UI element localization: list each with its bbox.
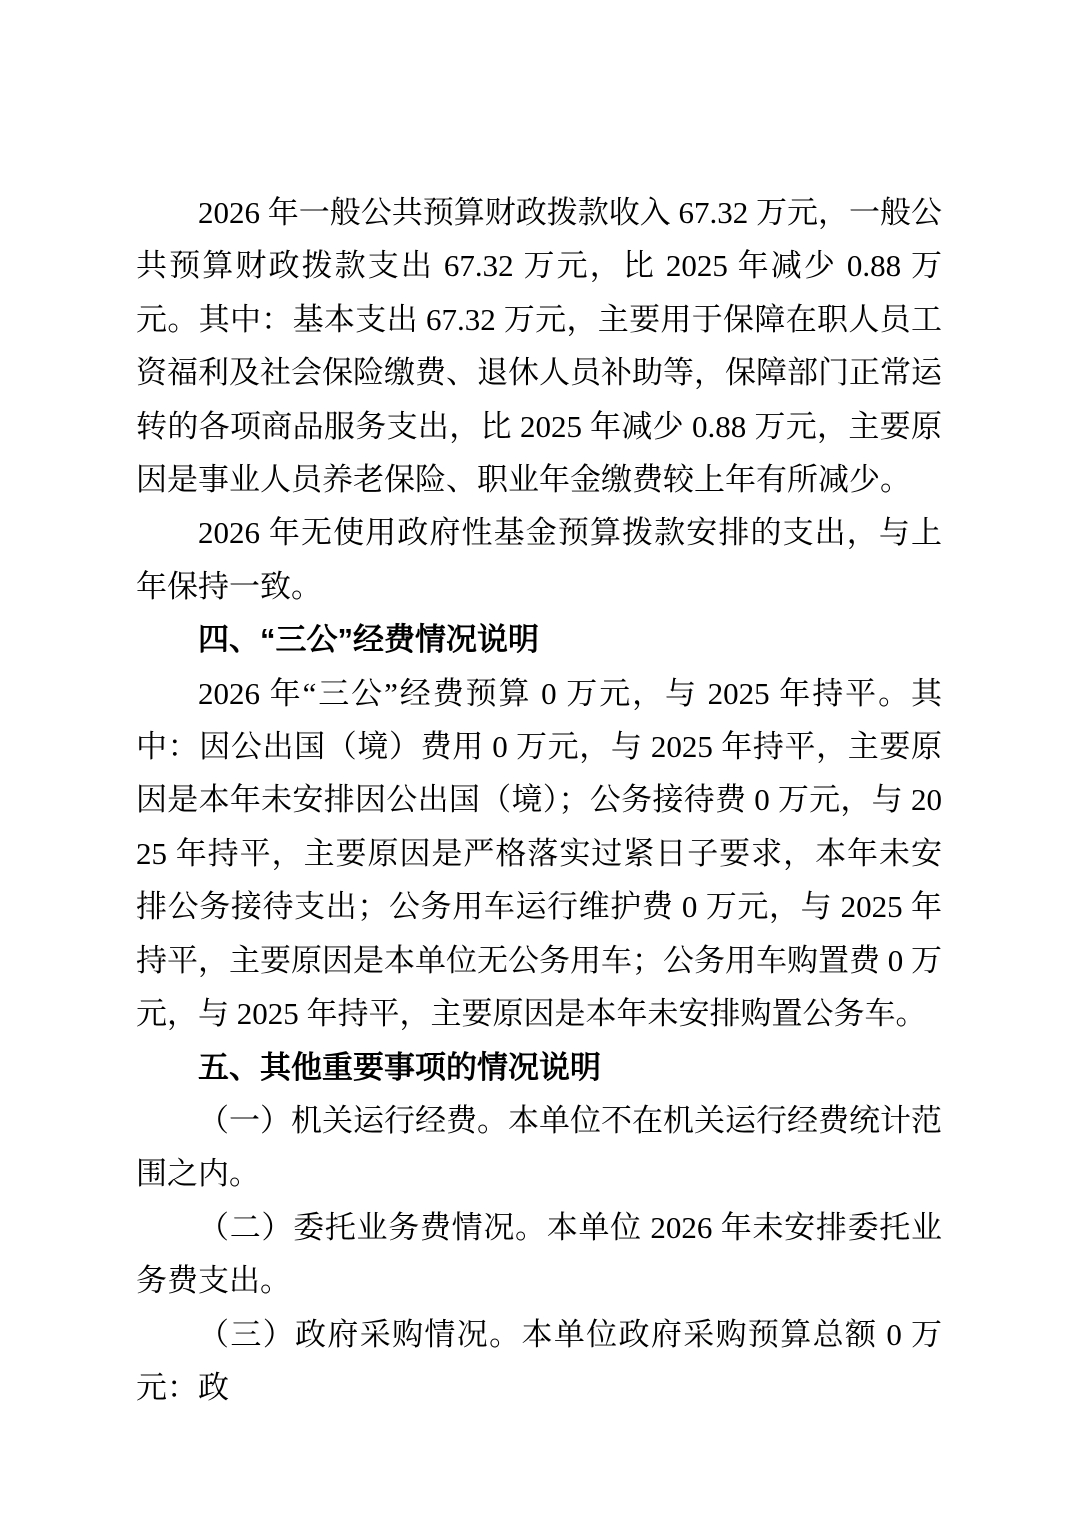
paragraph-agency-operating-cost: （一）机关运行经费。本单位不在机关运行经费统计范围之内。 xyxy=(136,1102,942,1192)
paragraph-general-public-budget: 2026 年一般公共预算财政拨款收入 67.32 万元，一般公共预算财政拨款支出 67.32 万元，比 2025 年减少 0.88 万元。其中：基本支出 67.32 万元，主要用于保障在职人员工资福利及社会保险缴费、退休人员补助等，保障部门正常运转的各项商品服务支出，比 2025 年减少 0.88 万元，主要原因是事业人员养老保险、职业年金缴费较上年有所减少。 xyxy=(136,195,942,498)
paragraph-government-fund-budget: 2026 年无使用政府性基金预算拨款安排的支出，与上年保持一致。 xyxy=(136,515,942,604)
heading-other-important-items: 五、其他重要事项的情况说明 xyxy=(198,1049,601,1085)
paragraph-three-public-expenses-detail: 2026 年“三公”经费预算 0 万元，与 2025 年持平。其中：因公出国（境）费用 0 万元，与 2025 年持平，主要原因是本年未安排因公出国（境）；公务接待费 0 万元，与 2025 年持平，主要原因是严格落实过紧日子要求，本年未安排公务接待支出；公务用车运行维护费 0 万元，与 2025 年持平，主要原因是本单位无公务用车；公务用车购置费 0 万元，与 2025 年持平，主要原因是本年未安排购置公务车。 xyxy=(136,675,942,1032)
heading-three-public-expenses: 四、“三公”经费情况说明 xyxy=(198,622,539,658)
paragraph-government-procurement: （三）政府采购情况。本单位政府采购预算总额 0 万元：政 xyxy=(136,1316,942,1405)
paragraph-entrusted-business-fee: （二）委托业务费情况。本单位 2026 年未安排委托业务费支出。 xyxy=(136,1209,942,1299)
